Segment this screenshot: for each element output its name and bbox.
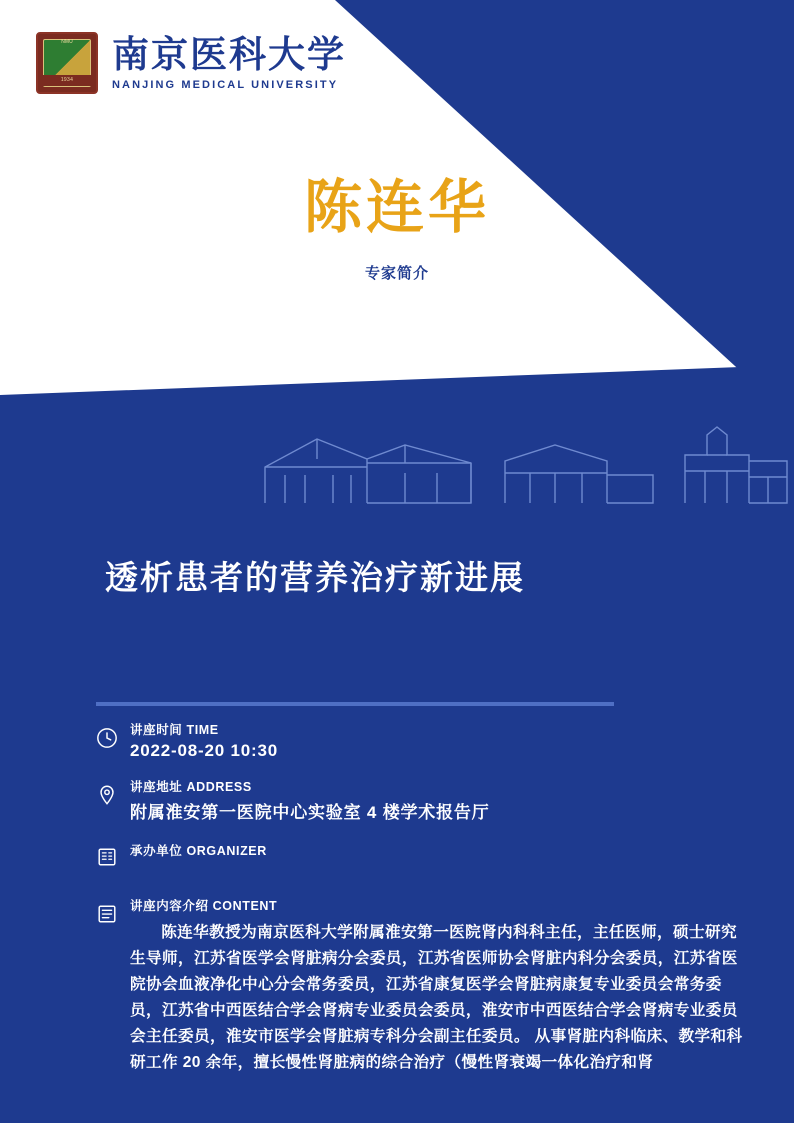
location-pin-icon <box>96 784 118 806</box>
info-value-address: 附属淮安第一医院中心实验室 4 楼学术报告厅 <box>130 803 490 822</box>
university-crest-icon <box>36 32 98 94</box>
speaker-subtitle: 专家简介 <box>364 265 429 282</box>
speaker-name: 陈连华 <box>303 173 490 241</box>
info-row-address <box>96 779 736 823</box>
info-value-content: 陈连华教授为南京医科大学附属淮安第一医院肾内科科主任，主任医师，硕士研究生导师，江苏省医学会肾脏病分会委员，江苏省医师协会肾脏内科分会委员，江苏省医院协会血液净化中心分会常务委员，江苏省康复医学会肾脏病康复专业委员会常务委员，江苏省中西医结合学会肾病专业委员会委员，淮安市中西医结合学会肾病专业委员会主任委员，淮安市医学会肾脏病专科分会副主任委员。 从事肾脏内科临床、教学和科研工作 20 余年，擅长慢性肾脏病的综合治疗（慢性肾衰竭一体化治疗和肾 <box>130 924 743 1071</box>
clock-icon <box>96 727 118 749</box>
info-label-content: 讲座内容介绍 CONTENT <box>130 899 278 913</box>
university-name-cn: 南京医科大学 <box>112 31 346 76</box>
info-row-time <box>96 722 736 761</box>
info-row-content <box>96 898 743 1076</box>
campus-buildings-illustration <box>255 415 794 505</box>
info-label-organizer: 承办单位 ORGANIZER <box>130 844 267 858</box>
info-block <box>96 722 743 1094</box>
crest-top-text: NMU <box>61 39 73 45</box>
university-logo <box>36 32 346 94</box>
crest-band-text: 1934 <box>38 75 96 86</box>
building-icon <box>96 846 118 868</box>
document-lines-icon <box>96 903 118 925</box>
info-label-time: 讲座时间 TIME <box>130 723 219 737</box>
university-name-en: NANJING MEDICAL UNIVERSITY <box>112 78 339 91</box>
section-divider <box>96 702 614 706</box>
info-label-address: 讲座地址 ADDRESS <box>130 780 252 794</box>
info-row-organizer <box>96 841 736 868</box>
lecture-title: 透析患者的营养治疗新进展 <box>105 559 525 596</box>
info-value-time: 2022-08-20 10:30 <box>130 741 278 760</box>
